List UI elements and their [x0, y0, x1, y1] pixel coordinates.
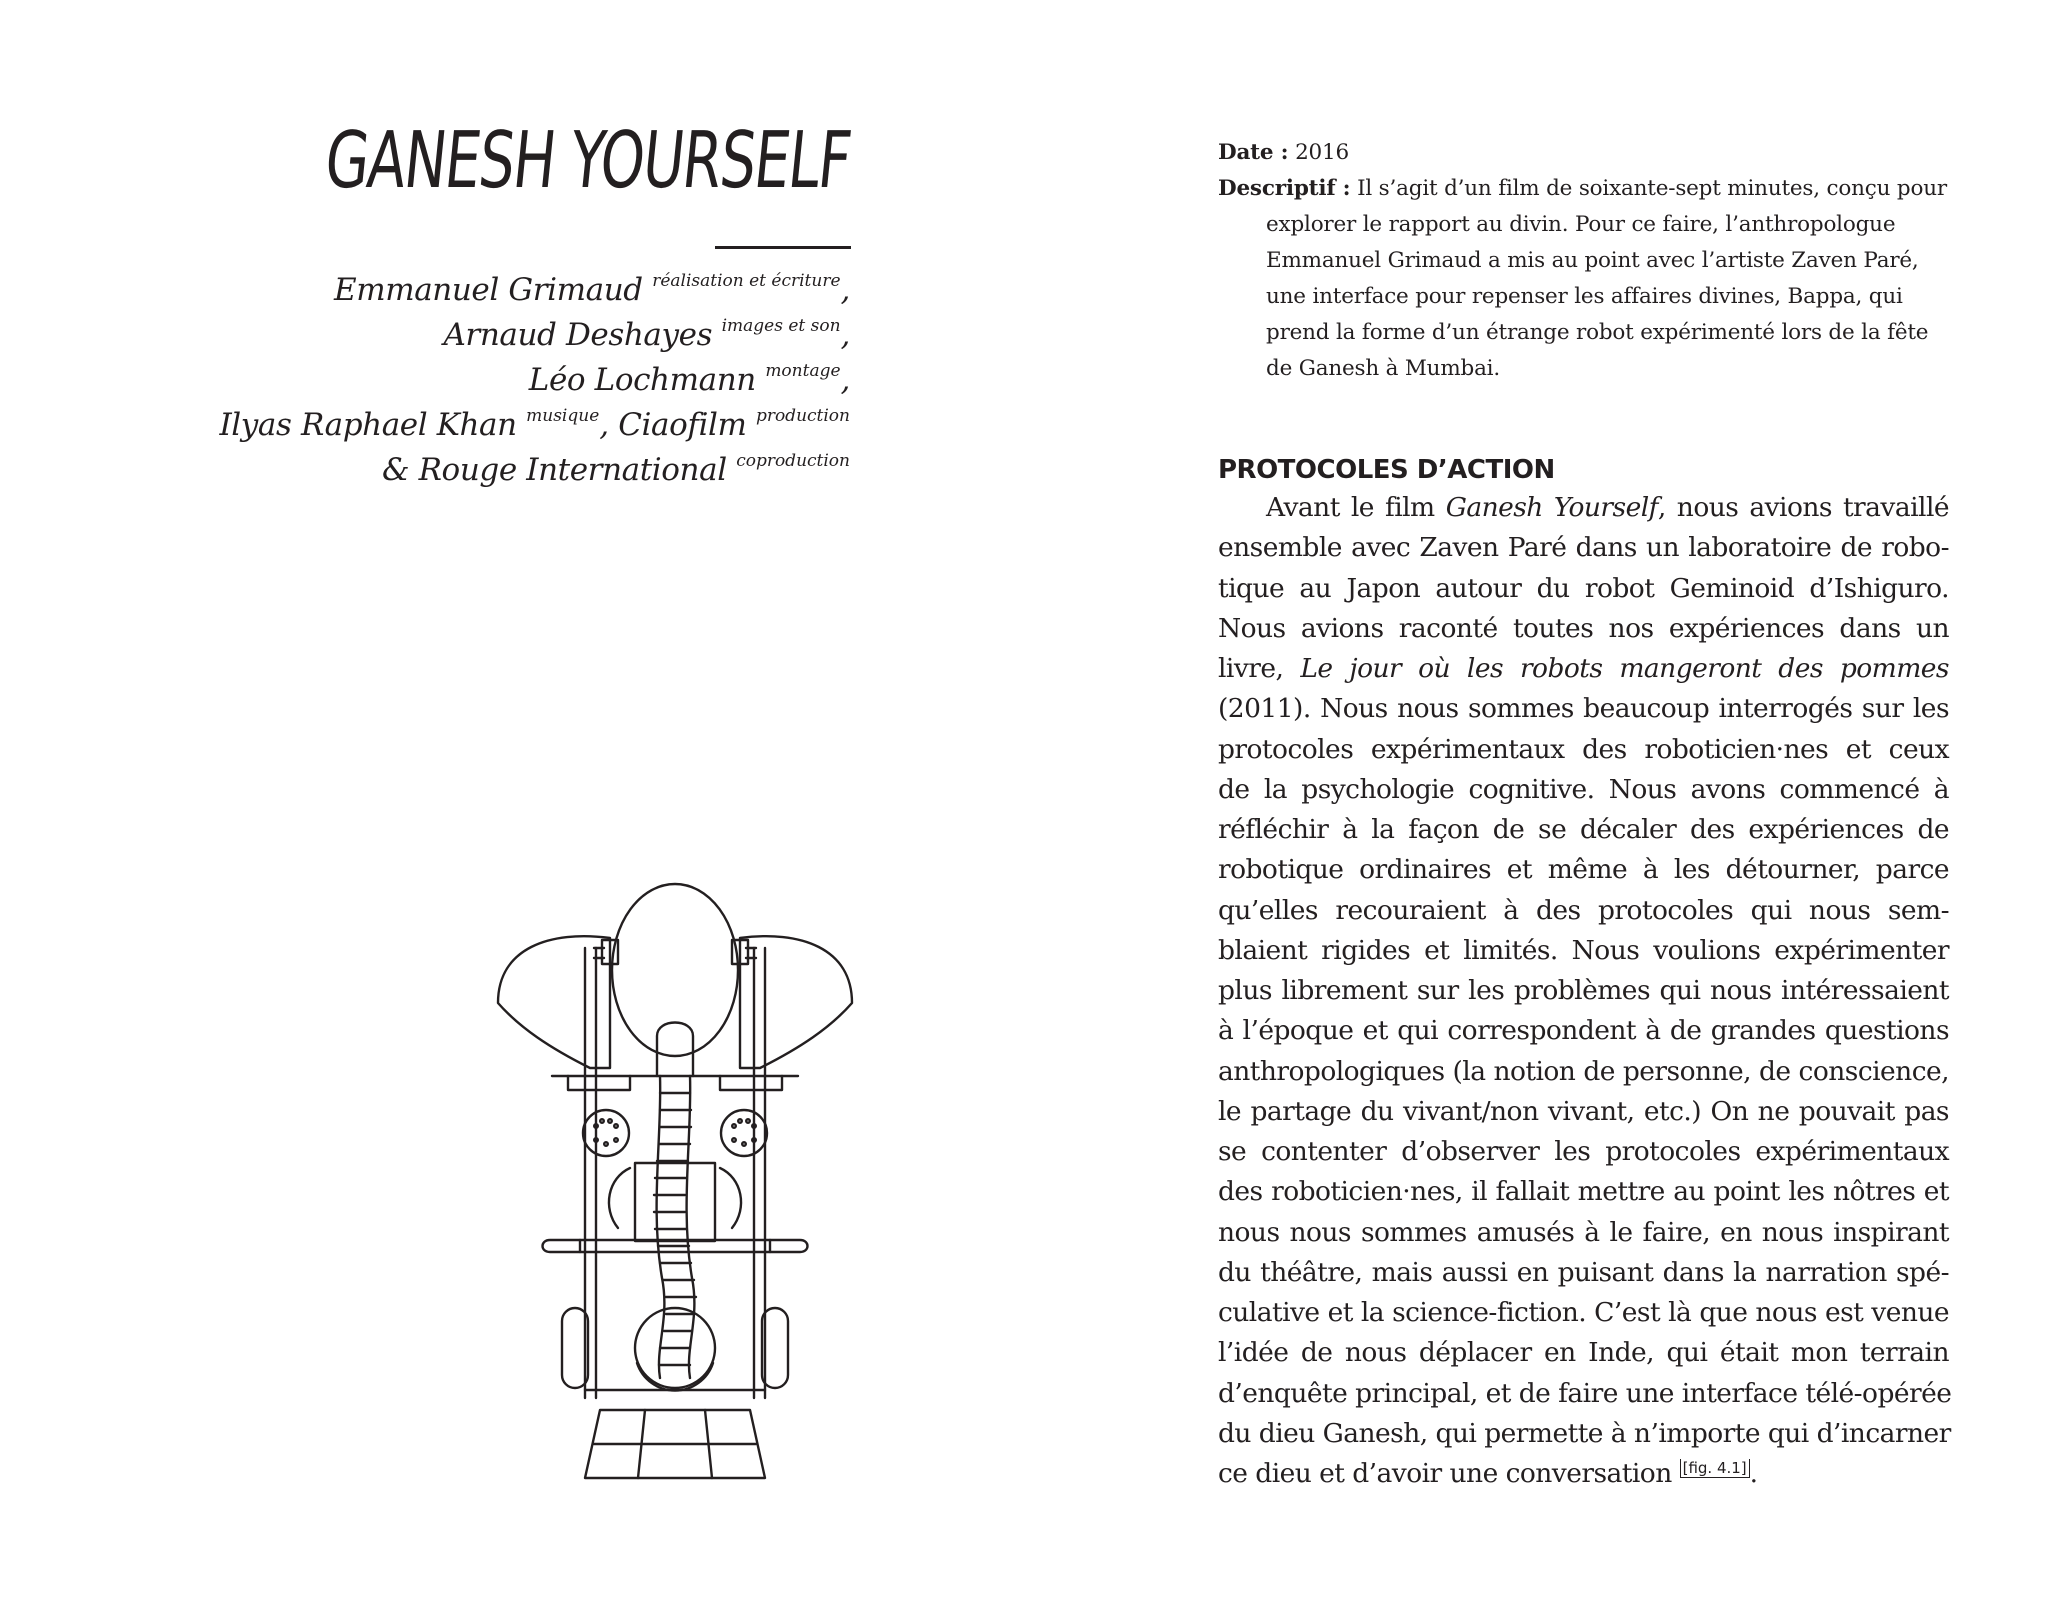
film-metadata: [1218, 135, 1948, 387]
credit-line: [219, 403, 850, 448]
credit-name: Léo Lochmann: [528, 362, 756, 398]
text-line: Nous avions raconté toutes nos expériences dans un: [1218, 612, 1949, 644]
credit-name: Ciaofilm: [618, 407, 747, 443]
body-paragraph: [1218, 488, 1952, 1494]
description-paragraph: [1218, 171, 1948, 387]
film-title-italic: Ganesh Yourself: [1445, 492, 1658, 523]
text-line: d’enquête principal, et de faire une interface télé-opérée: [1218, 1377, 1952, 1409]
text-line: à l’époque et qui correspondent à de grandes questions: [1218, 1015, 1949, 1047]
date-line: [1218, 135, 1948, 171]
text-line: de la psychologie cognitive. Nous avons commencé à: [1218, 773, 1949, 805]
text-line: l’idée de nous déplacer en Inde, qui était mon terrain: [1218, 1337, 1949, 1369]
credit-role: réalisation et écriture: [652, 271, 841, 291]
text-line: protocoles expérimentaux des roboticien·nes et ceux: [1218, 733, 1949, 765]
credits-list: [219, 268, 850, 493]
credit-line: [219, 313, 850, 358]
text-segment: , nous avions travaillé: [1657, 492, 1950, 523]
credit-name: Emmanuel Grimaud: [334, 272, 643, 308]
text-segment: livre,: [1218, 653, 1301, 684]
credit-role: musique: [526, 406, 600, 426]
text-line: [1218, 488, 1949, 528]
credit-role: montage: [765, 361, 841, 381]
credit-role: production: [755, 406, 850, 426]
book-title-italic: Le jour où les robots mangeront des pommes: [1300, 653, 1949, 684]
text-line: blaient rigides et limités. Nous voulions expérimenter: [1218, 934, 1949, 966]
credit-separator: ,: [599, 407, 619, 443]
section-heading: PROTOCOLES D’ACTION: [1218, 455, 1555, 485]
text-line: (2011). Nous nous sommes beaucoup interrogés sur les: [1218, 693, 1949, 725]
text-line: tique au Japon autour du robot Geminoid d’Ishiguro.: [1218, 572, 1949, 604]
text-segment: .: [1749, 1458, 1758, 1489]
credit-line: [219, 448, 850, 493]
text-line: du théâtre, mais aussi en puisant dans la narration spé-: [1218, 1256, 1949, 1288]
text-segment: Avant le film: [1266, 492, 1446, 523]
credit-separator: ,: [840, 317, 850, 353]
text-line: anthropologiques (la notion de personne, de conscience,: [1218, 1055, 1949, 1087]
text-line: [1218, 649, 1949, 689]
credit-separator: ,: [840, 272, 850, 308]
text-line: robotique ordinaires et même à les détourner, parce: [1218, 854, 1949, 886]
left-page: [0, 0, 1023, 1614]
credit-separator: ,: [840, 362, 850, 398]
text-line: réfléchir à la façon de se décaler des expériences de: [1218, 814, 1949, 845]
figure-reference[interactable]: [fig. 4.1]: [1680, 1459, 1750, 1478]
date-label: Date :: [1218, 140, 1289, 165]
date-value: 2016: [1295, 140, 1349, 165]
credit-role: coproduction: [736, 451, 850, 471]
credit-name: Arnaud Deshayes: [443, 317, 713, 353]
credit-line: [219, 358, 850, 403]
text-line: culative et la science-fiction. C’est là que nous est venue: [1218, 1297, 1949, 1328]
text-line: plus librement sur les problèmes qui nous intéressaient: [1218, 975, 1949, 1006]
text-line: se contenter d’observer les protocoles expérimentaux: [1218, 1136, 1949, 1167]
text-line: nous nous sommes amusés à le faire, en nous inspirant: [1218, 1216, 1949, 1248]
credit-line: [219, 268, 850, 313]
text-line: [1218, 1454, 1949, 1494]
credit-name: & Rouge International: [381, 452, 727, 488]
text-line: le partage du vivant/non vivant, etc.) On ne pouvait pas: [1218, 1095, 1949, 1127]
text-line: du dieu Ganesh, qui permette à n’importe qui d’incarner: [1218, 1417, 1951, 1449]
text-line: ensemble avec Zaven Paré dans un laboratoire de robo-: [1218, 532, 1949, 564]
description-text: Il s’agit d’un film de soixante-sept minutes, conçu pour explorer le rapport au divin. Pour ce faire, l’anthropologue Emmanuel Grimaud a mis au point avec l’artiste Zaven Paré, une interface pour repenser les affaires divines, Bappa, qui prend la forme d’un étrange robot expérimenté lors de la fête de Ganesh à Mumbai.: [1266, 176, 1947, 381]
right-page: [1023, 0, 2047, 1614]
title-rule: [715, 246, 851, 249]
text-segment: ce dieu et d’avoir une conversation: [1218, 1458, 1680, 1489]
description-label: Descriptif :: [1218, 176, 1351, 201]
text-line: qu’elles recouraient à des protocoles qui nous sem-: [1218, 894, 1949, 926]
text-line: des roboticien·nes, il fallait mettre au point les nôtres et: [1218, 1176, 1949, 1208]
film-title: GANESH YOURSELF: [321, 116, 855, 206]
credit-name: Ilyas Raphael Khan: [219, 407, 517, 443]
credit-role: images et son: [721, 316, 841, 336]
ganesh-robot-icon: [490, 878, 860, 1490]
